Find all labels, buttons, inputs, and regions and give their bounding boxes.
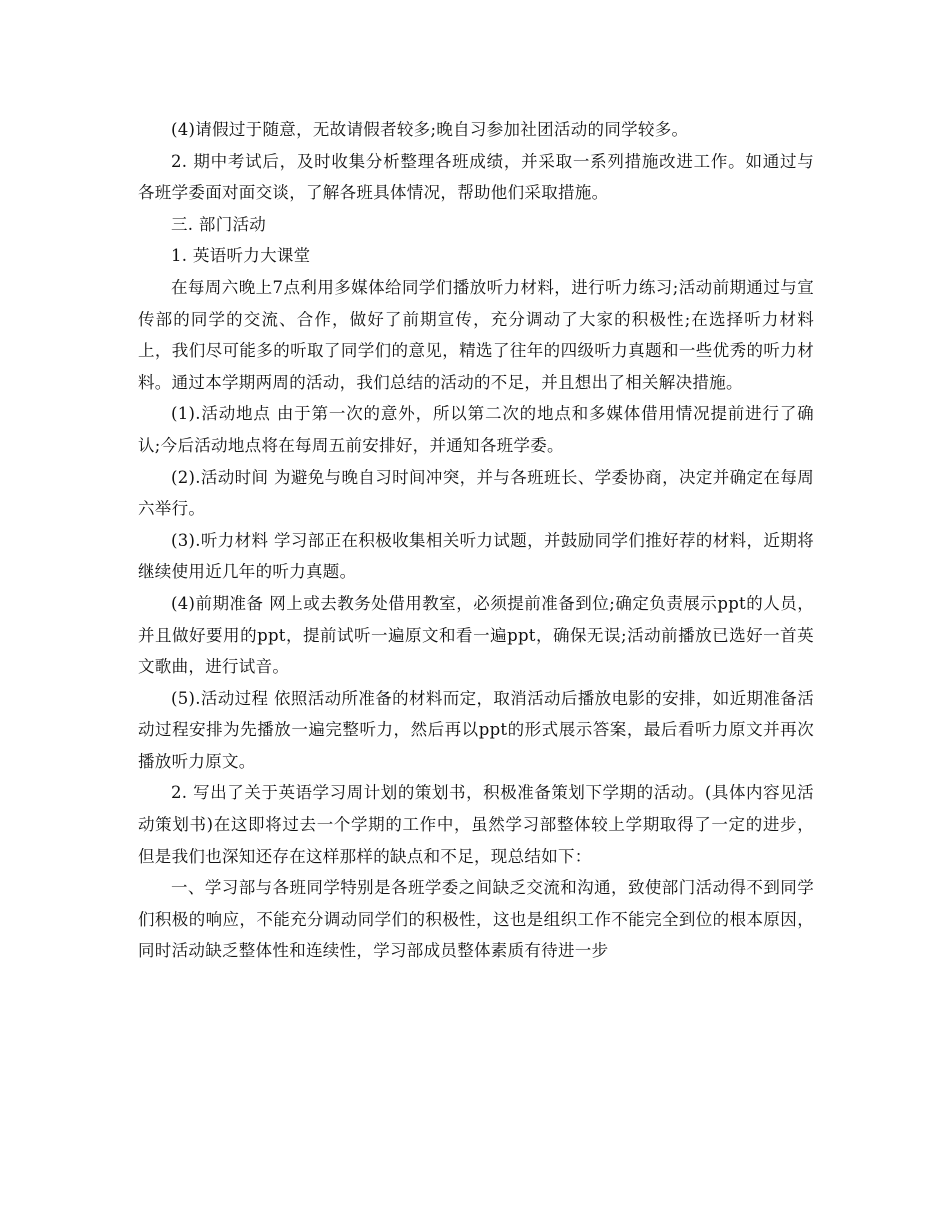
document-body [138, 114, 814, 967]
paragraph-study-week-plan: 2. 写出了关于英语学习周计划的策划书，积极准备策划下学期的活动。(具体内容见活动策划书)在这即将过去一个学期的工作中，虽然学习部整体较上学期取得了一定的进步，但是我们也深知还存在这样那样的缺点和不足，现总结如下： [138, 783, 814, 866]
paragraph-leave-issues: (4)请假过于随意，无故请假者较多;晚自习参加社团活动的同学较多。 [171, 120, 689, 139]
paragraph-activity-time: (2).活动时间 为避免与晚自习时间冲突，并与各班班长、学委协商，决定并确定在每周六举行。 [138, 467, 814, 519]
paragraph-activity-location: (1).活动地点 由于第一次的意外，所以第二次的地点和多媒体借用情况提前进行了确认;今后活动地点将在每周五前安排好，并通知各班学委。 [138, 404, 814, 455]
paragraph-listening-overview: 在每周六晚上7点利用多媒体给同学们播放听力材料，进行听力练习;活动前期通过与宣传部的同学的交流、合作，做好了前期宣传，充分调动了大家的积极性;在选择听力材料上，我们尽可能多的听取了同学们的意见，精选了往年的四级听力真题和一些优秀的听力材料。通过本学期两周的活动，我们总结的活动的不足，并且想出了相关解决措施。 [138, 277, 814, 392]
section-heading-department-activities: 三. 部门活动 [171, 214, 267, 234]
subheading-english-listening: 1. 英语听力大课堂 [171, 246, 311, 266]
paragraph-preparation: (4)前期准备 网上或去教务处借用教室，必须提前准备到位;确定负责展示ppt的人员，并且做好要用的ppt，提前试听一遍原文和看一遍ppt，确保无误;活动前播放已选好一首英文歌曲，进行试音。 [138, 593, 814, 677]
paragraph-midterm-analysis: 2. 期中考试后，及时收集分析整理各班成绩，并采取一系列措施改进工作。如通过与各班学委面对面交谈，了解各班具体情况，帮助他们采取措施。 [138, 151, 814, 203]
paragraph-activity-process: (5).活动过程 依照活动所准备的材料而定，取消活动后播放电影的安排，如近期准备活动过程安排为先播放一遍完整听力，然后再以ppt的形式展示答案，最后看听力原文并再次播放听力原文。 [138, 688, 814, 771]
paragraph-shortcomings: 一、学习部与各班同学特别是各班学委之间缺乏交流和沟通，致使部门活动得不到同学们积极的响应，不能充分调动同学们的积极性，这也是组织工作不能完全到位的根本原因，同时活动缺乏整体性和连续性，学习部成员整体素质有待进一步 [138, 878, 814, 961]
paragraph-listening-materials: (3).听力材料 学习部正在积极收集相关听力试题，并鼓励同学们推好荐的材料，近期将继续使用近几年的听力真题。 [138, 530, 814, 582]
